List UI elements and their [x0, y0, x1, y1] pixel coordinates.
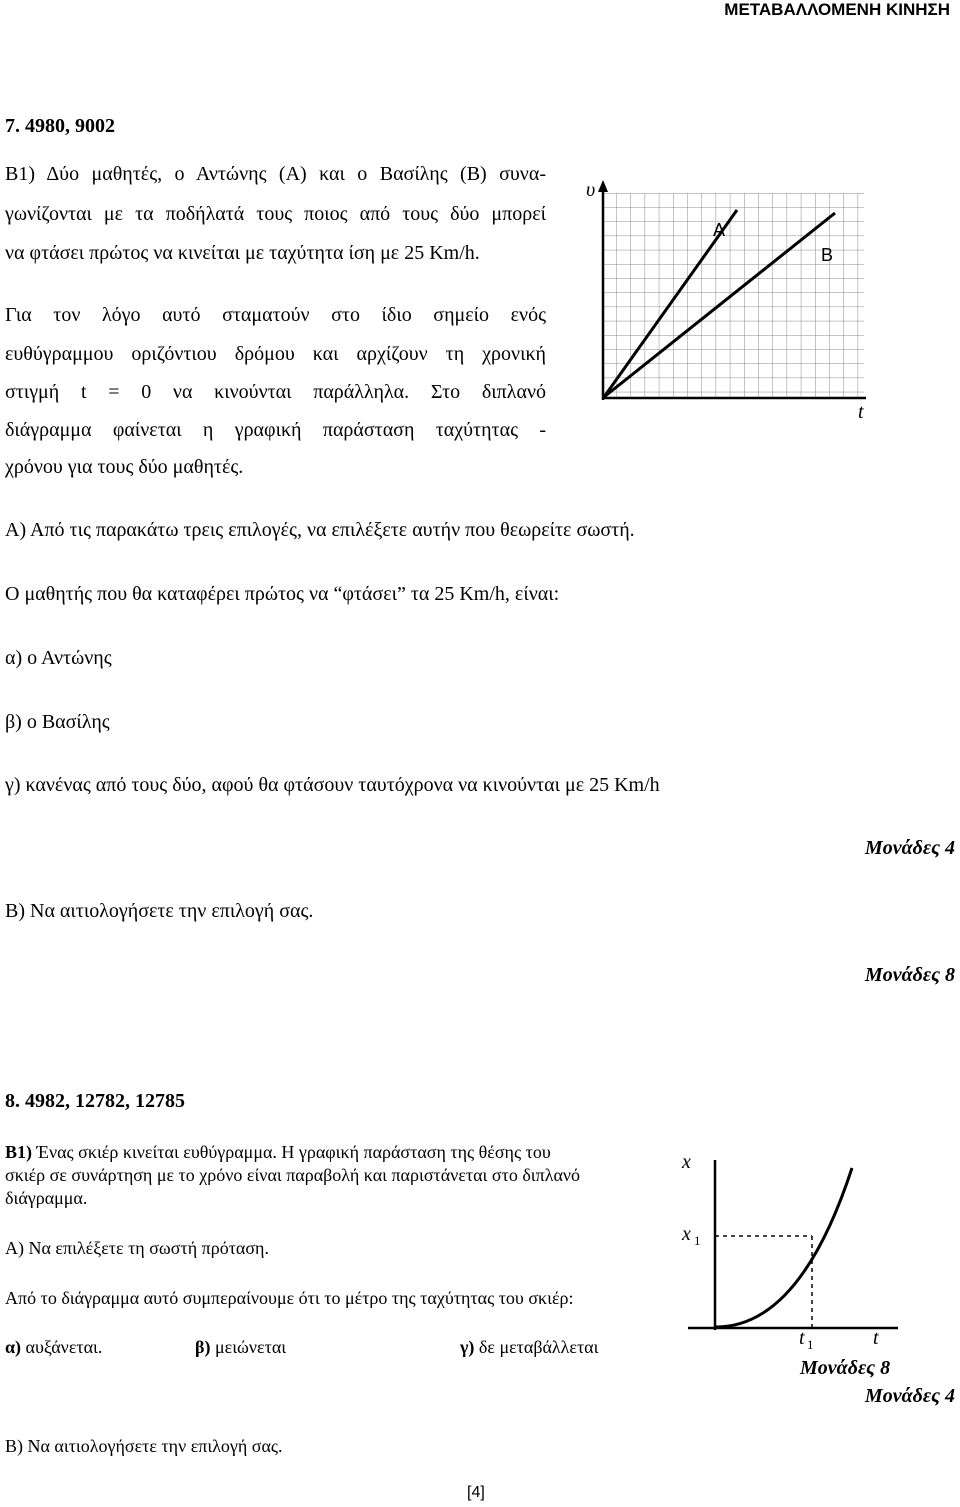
- problem8-question: Από το διάγραμμα αυτό συμπεραίνουμε ότι το μέτρο της ταχύτητας του σκιέρ:: [5, 1288, 574, 1308]
- t-axis-label: t: [858, 401, 864, 423]
- position-time-graph: [670, 1140, 900, 1380]
- problem8-part-b: Β) Να αιτιολογήσετε την επιλογή σας.: [5, 1436, 283, 1456]
- problem7-line-1: Β1) Δύο μαθητές, ο Αντώνης (Α) και ο Βασίλης (Β) συνα-: [5, 163, 546, 185]
- problem8-option-b: [195, 1337, 286, 1358]
- problem8-b1-label: Β1): [5, 1142, 32, 1162]
- problem7-line-4: Για τον λόγο αυτό σταματούν στο ίδιο σημείο ενός: [5, 304, 546, 326]
- t1-subscript: 1: [807, 1337, 814, 1352]
- problem7-option-b: β) ο Βασίλης: [5, 711, 110, 733]
- problem8-points-graph: Μονάδες 8: [800, 1357, 891, 1379]
- problem7-line-2: γωνίζονται με τα ποδήλατά τους ποιος από τους δύο μπορεί: [5, 203, 546, 225]
- problem7-part-a: Α) Από τις παρακάτω τρεις επιλογές, να επιλέξετε αυτήν που θεωρείτε σωστή.: [5, 519, 635, 541]
- problem8-line-3: διάγραμμα.: [5, 1188, 88, 1208]
- problem8-line-1: [5, 1142, 551, 1163]
- option-c-text: δε μεταβάλλεται: [474, 1337, 599, 1357]
- problem8-line-2: σκιέρ σε συνάρτηση με το χρόνο είναι παραβολή και παριστάνεται στο διπλανό: [5, 1165, 581, 1185]
- page-number: [4]: [467, 1484, 485, 1501]
- problem7-option-a: α) ο Αντώνης: [5, 647, 112, 669]
- problem7-line-5: ευθύγραμμου οριζόντιου δρόμου και αρχίζουν τη χρονική: [5, 343, 546, 365]
- problem8-part-a: Α) Να επιλέξετε τη σωστή πρόταση.: [5, 1238, 269, 1258]
- problem7-points-a: Μονάδες 4: [864, 837, 955, 859]
- page-header: ΜΕΤΑΒΑΛΛΟΜΕΝΗ ΚΙΝΗΣΗ: [724, 0, 950, 19]
- problem7-part-b: Β) Να αιτιολογήσετε την επιλογή σας.: [5, 900, 314, 922]
- option-a-letter: α): [5, 1337, 22, 1357]
- problem8-option-c: [460, 1337, 598, 1358]
- line-b-label: Β: [821, 245, 834, 265]
- problem8-title: 8. 4982, 12782, 12785: [5, 1090, 185, 1112]
- parabola-curve: [716, 1168, 852, 1327]
- option-b-text: μειώνεται: [210, 1337, 287, 1357]
- problem7-line-3: να φτάσει πρώτος να κινείται με ταχύτητα ίση με 25 Km/h.: [5, 242, 480, 264]
- t1-label: t: [799, 1327, 805, 1349]
- option-a-text: αυξάνεται.: [21, 1337, 103, 1357]
- v-axis-arrow-icon: [598, 180, 608, 192]
- problem7-question: Ο μαθητής που θα καταφέρει πρώτος να “φτάσει” τα 25 Km/h, είναι:: [5, 583, 560, 605]
- problem8-line-1-text: Ένας σκιέρ κινείται ευθύγραμμα. Η γραφική παράσταση της θέσης του: [32, 1142, 551, 1162]
- problem7-line-7: διάγραμμα φαίνεται η γραφική παράσταση ταχύτητας -: [5, 419, 546, 441]
- x1-subscript: 1: [694, 1233, 701, 1248]
- option-c-letter: γ): [460, 1337, 475, 1357]
- problem8-option-a: [5, 1337, 102, 1358]
- problem7-title: 7. 4980, 9002: [5, 115, 115, 137]
- problem7-line-8: χρόνου για τους δύο μαθητές.: [5, 456, 244, 478]
- problem7-option-c: γ) κανένας από τους δύο, αφού θα φτάσουν ταυτόχρονα να κινούνται με 25 Km/h: [5, 774, 660, 796]
- x1-label: x: [682, 1223, 691, 1245]
- problem8-points-a: Μονάδες 4: [864, 1385, 955, 1407]
- option-b-letter: β): [195, 1337, 211, 1357]
- velocity-time-graph: [582, 178, 882, 424]
- x-axis-label: x: [682, 1151, 691, 1173]
- time-axis-label: t: [873, 1327, 879, 1349]
- problem7-line-6: στιγμή t = 0 να κινούνται παράλληλα. Στο διπλανό: [5, 381, 546, 403]
- line-a-label: Α: [713, 220, 726, 240]
- v-axis-label: υ: [586, 179, 596, 201]
- problem7-points-b: Μονάδες 8: [864, 964, 955, 986]
